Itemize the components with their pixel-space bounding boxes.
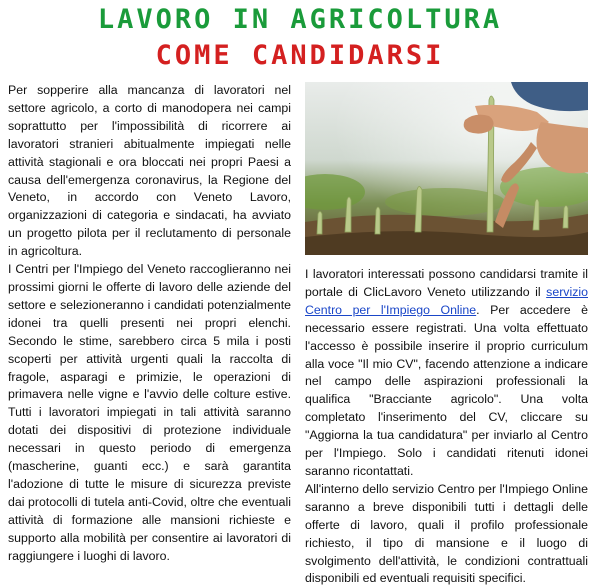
asparagus-harvest-photo <box>305 82 588 255</box>
left-paragraph-1: Per sopperire alla mancanza di lavoratori nel settore agricolo, a corto di manodopera nei campi soprattutto per l'impossibilità di ricorrere ai lavoratori stranieri abitualmente impiegati nelle attività stagionali e ora bloccati nei propri Paesi a causa dell'emergenza coronavirus, la Regione del Veneto, in accordo con Veneto Lavoro, organizzazioni di categoria e sindacati, ha avviato un progetto pilota per il reclutamento di personale in agricoltura. <box>8 83 291 259</box>
left-paragraph-2: I Centri per l'Impiego del Veneto raccoglieranno nei prossimi giorni le offerte di lavoro delle aziende del settore e selezioneranno i candidati potenzialmente idonei tra quelli presenti nei propri elenchi. Secondo le stime, sarebbero circa 5 mila i posti scoperti per attività urgenti quali la raccolta di fragole, asparagi e primizie, le operazioni di primavera nelle vigne e l'avvio delle colture estive. Tutti i lavoratori impiegati in tali attività saranno dotati dei dispositivi di protezione individuale necessari in questo periodo di emergenza (mascherine, guanti ecc.) e sarà garantita l'adozione di tutte le misure di sicurezza previste dai protocolli di tutela anti-Covid, oltre che eventuali attività di formazione alle mansioni richieste e supporto alla mobilità per consentire ai lavoratori di raggiungere i luoghi di lavoro. <box>8 262 291 563</box>
title-line-1: LAVORO IN AGRICOLTURA <box>97 4 503 35</box>
left-column <box>8 82 291 565</box>
right-paragraph-1-intro: I lavoratori interessati possono candidarsi tramite il portale di ClicLavoro Veneto utilizzando il <box>305 267 588 299</box>
right-paragraph-1 <box>305 266 588 481</box>
title-line-2: COME CANDIDARSI <box>155 40 445 71</box>
right-paragraph-2: All'interno dello servizio Centro per l'Impiego Online saranno a breve disponibili tutti i dettagli delle offerte di lavoro, quali il profilo professionale richiesto, il tipo di mansione e il luogo di svolgimento dell'attività, le condizioni contrattuali disponibili ed eventuali requisiti specifici. <box>305 481 588 586</box>
right-column <box>305 266 588 588</box>
right-paragraph-1-rest: . Per accedere è necessario essere registrati. Una volta effettuato l'accesso è possibile inserire il proprio curriculum alla voce "Il mio CV", facendo attenzione a indicare nel campo delle aspirazioni professionali la qualifica "Bracciante agricolo". Una volta completato l'inserimento del CV, cliccare su "Aggiorna la tua candidatura" per inviarlo al Centro per l'Impiego. Solo i candidati ritenuti idonei saranno ricontattati. <box>305 302 589 478</box>
servizio-centro-impiego-link[interactable]: servizio Centro per l'Impiego Online <box>305 284 588 317</box>
